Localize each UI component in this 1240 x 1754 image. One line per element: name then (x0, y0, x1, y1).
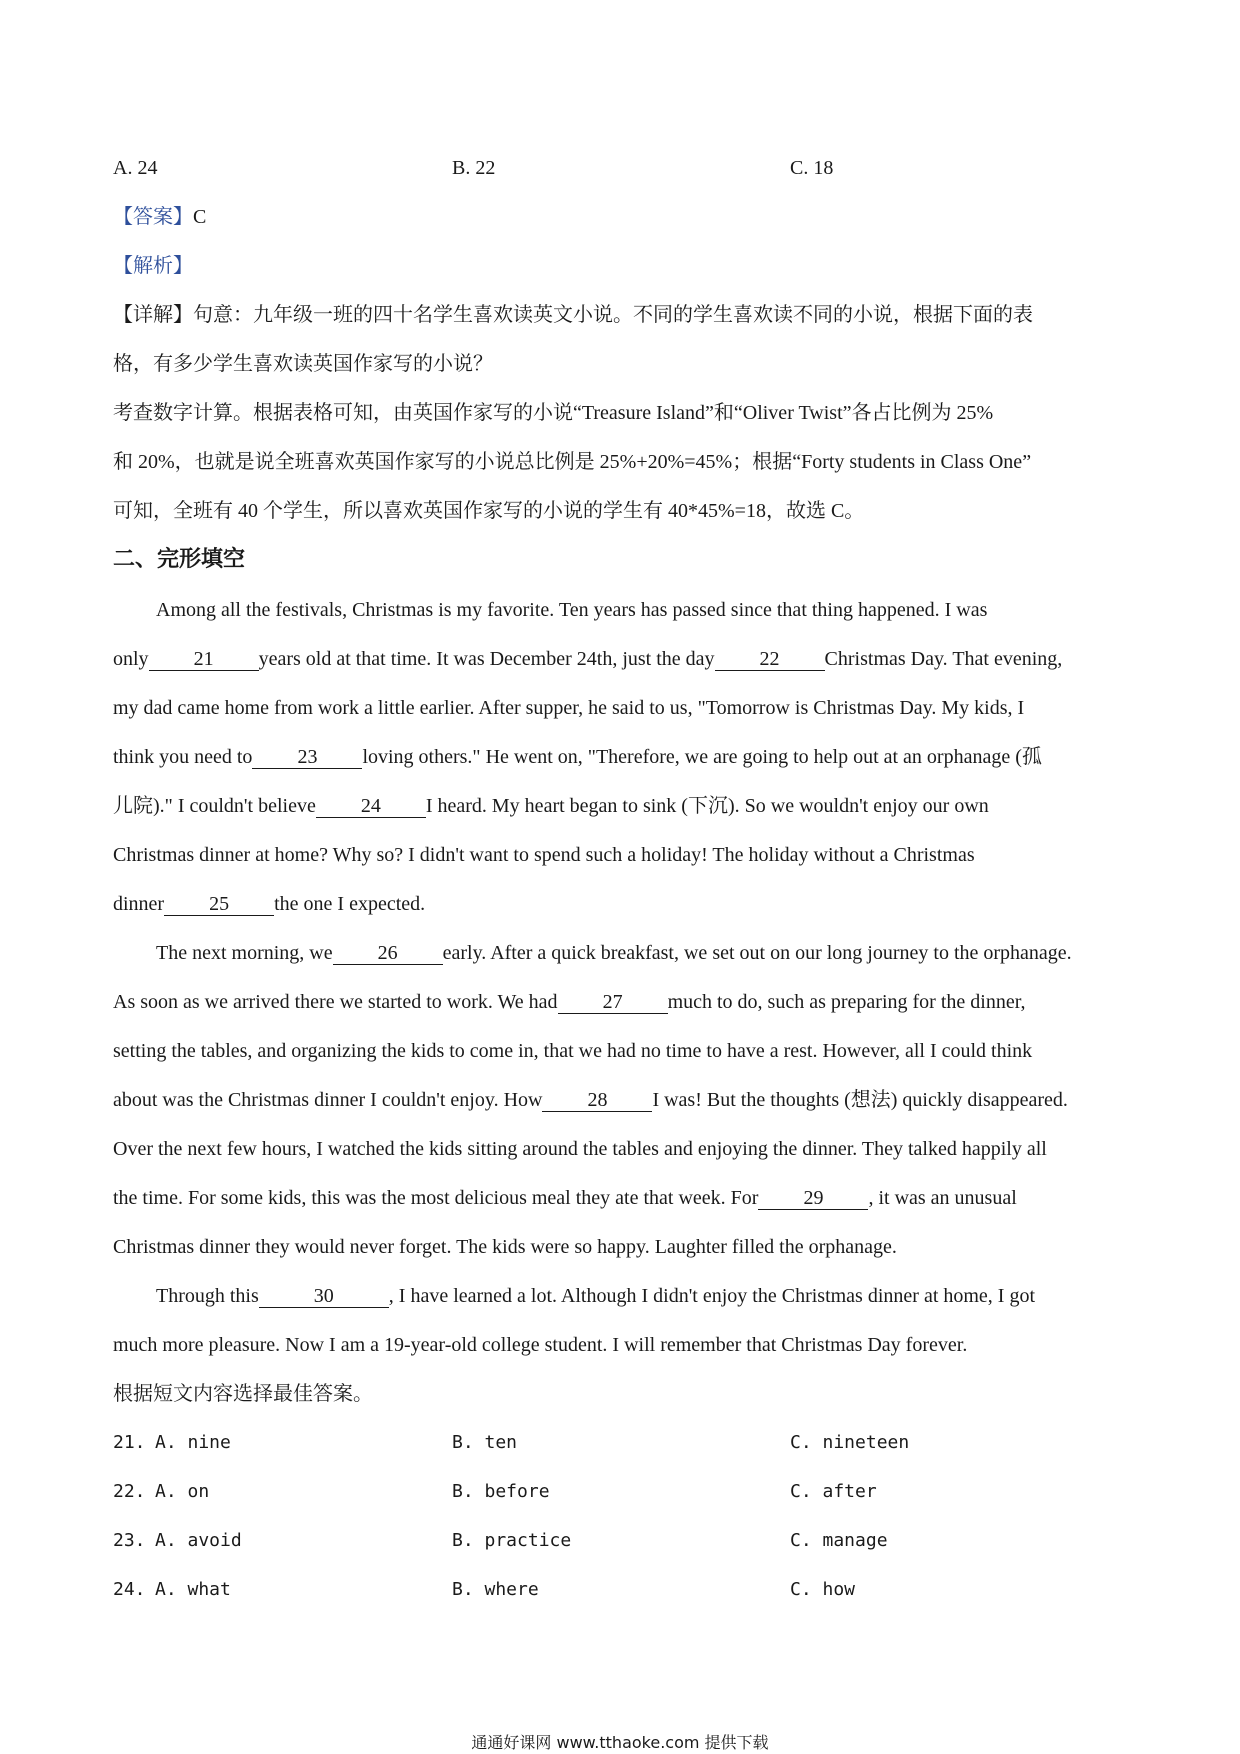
passage-line: about was the Christmas dinner I couldn't enjoy. How 28 I was! But the thoughts (想法) quickly disappeared. (113, 1089, 1068, 1111)
passage-line: setting the tables, and organizing the kids to come in, that we had no time to have a rest. However, all I could think (113, 1040, 1033, 1062)
question-number: 21. (113, 1432, 146, 1453)
blank-30: 30 (259, 1285, 389, 1308)
option-a: A. on (155, 1481, 210, 1502)
blank-29: 29 (758, 1187, 868, 1210)
option-b: B. before (452, 1481, 550, 1502)
option-a: A. what (155, 1579, 231, 1600)
blank-27: 27 (558, 991, 668, 1014)
blank-28: 28 (542, 1089, 652, 1112)
option-c: C. manage (790, 1530, 888, 1551)
option-c: C. after (790, 1481, 877, 1502)
option-c: C. 18 (790, 157, 834, 179)
passage-line: think you need to 23 loving others." He went on, "Therefore, we are going to help out at an orphanage (孤 (113, 746, 1042, 768)
blank-24: 24 (316, 795, 426, 818)
option-c: C. how (790, 1579, 856, 1600)
question-number: 23. (113, 1530, 146, 1551)
passage-line: Among all the festivals, Christmas is my favorite. Ten years has passed since that thing happened. I was (156, 599, 988, 621)
page-footer: 通通好课网 www.tthaoke.com 提供下载 (471, 1733, 769, 1752)
answer-label: 【答案】 (113, 206, 193, 228)
blank-23: 23 (252, 746, 362, 769)
section-title: 二、完形填空 (113, 547, 246, 572)
blank-22: 22 (715, 648, 825, 671)
answer-line (113, 204, 1133, 230)
question-number: 22. (113, 1481, 146, 1502)
option-b: B. ten (452, 1432, 518, 1453)
passage-line: Christmas dinner they would never forget. The kids were so happy. Laughter filled the orphanage. (113, 1236, 897, 1258)
passage-line: Through this 30 , I have learned a lot. Although I didn't enjoy the Christmas dinner at home, I got (156, 1285, 1036, 1307)
detail-line: 格，有多少学生喜欢读英国作家写的小说？ (113, 353, 493, 375)
prev-question-options (0, 155, 1240, 181)
passage-line: As soon as we arrived there we started to work. We had 27 much to do, such as preparing for the dinner, (113, 991, 1026, 1013)
passage-line: only 21 years old at that time. It was December 24th, just the day 22 Christmas Day. That evening, (113, 648, 1063, 670)
detail-line: 考查数字计算。根据表格可知，由英国作家写的小说“Treasure Island”和“Oliver Twist”各占比例为 25% (113, 402, 994, 424)
instruction: 根据短文内容选择最佳答案。 (113, 1383, 373, 1405)
detail-line: 和 20%，也就是说全班喜欢英国作家写的小说总比例是 25%+20%=45%；根据“Forty students in Class One” (113, 451, 1032, 473)
passage-line: dinner 25 the one I expected. (113, 893, 426, 915)
option-b: B. practice (452, 1530, 572, 1551)
option-a: A. avoid (155, 1530, 242, 1551)
question-number: 24. (113, 1579, 146, 1600)
passage-line: The next morning, we 26 early. After a quick breakfast, we set out on our long journey to the orphanage. (156, 942, 1072, 964)
question-row (0, 1528, 1240, 1554)
option-a: A. 24 (113, 157, 158, 179)
detail-line: 【详解】句意：九年级一班的四十名学生喜欢读英文小说。不同的学生喜欢读不同的小说，根据下面的表 (113, 304, 1033, 326)
detail-line: 可知，全班有 40 个学生，所以喜欢英国作家写的小说的学生有 40*45%=18，故选 C。 (113, 500, 865, 522)
passage-line: my dad came home from work a little earlier. After supper, he said to us, "Tomorrow is Christmas Day. My kids, I (113, 697, 1025, 719)
option-b: B. 22 (452, 157, 496, 179)
passage-line: the time. For some kids, this was the most delicious meal they ate that week. For 29 , it was an unusual (113, 1187, 1017, 1209)
analysis-label: 【解析】 (113, 255, 193, 277)
option-b: B. where (452, 1579, 539, 1600)
question-row (0, 1430, 1240, 1456)
question-row (0, 1479, 1240, 1505)
blank-25: 25 (164, 893, 274, 916)
blank-26: 26 (333, 942, 443, 965)
passage-line: Over the next few hours, I watched the kids sitting around the tables and enjoying the dinner. They talked happily all (113, 1138, 1047, 1160)
option-c: C. nineteen (790, 1432, 910, 1453)
question-row (0, 1577, 1240, 1603)
passage-line: Christmas dinner at home? Why so? I didn't want to spend such a holiday! The holiday without a Christmas (113, 844, 975, 866)
passage-line: much more pleasure. Now I am a 19-year-old college student. I will remember that Christmas Day forever. (113, 1334, 968, 1356)
answer-value: C (193, 206, 207, 228)
blank-21: 21 (149, 648, 259, 671)
option-a: A. nine (155, 1432, 231, 1453)
passage-line: 儿院)." I couldn't believe 24 I heard. My heart began to sink (下沉). So we wouldn't enjoy our own (113, 795, 989, 817)
